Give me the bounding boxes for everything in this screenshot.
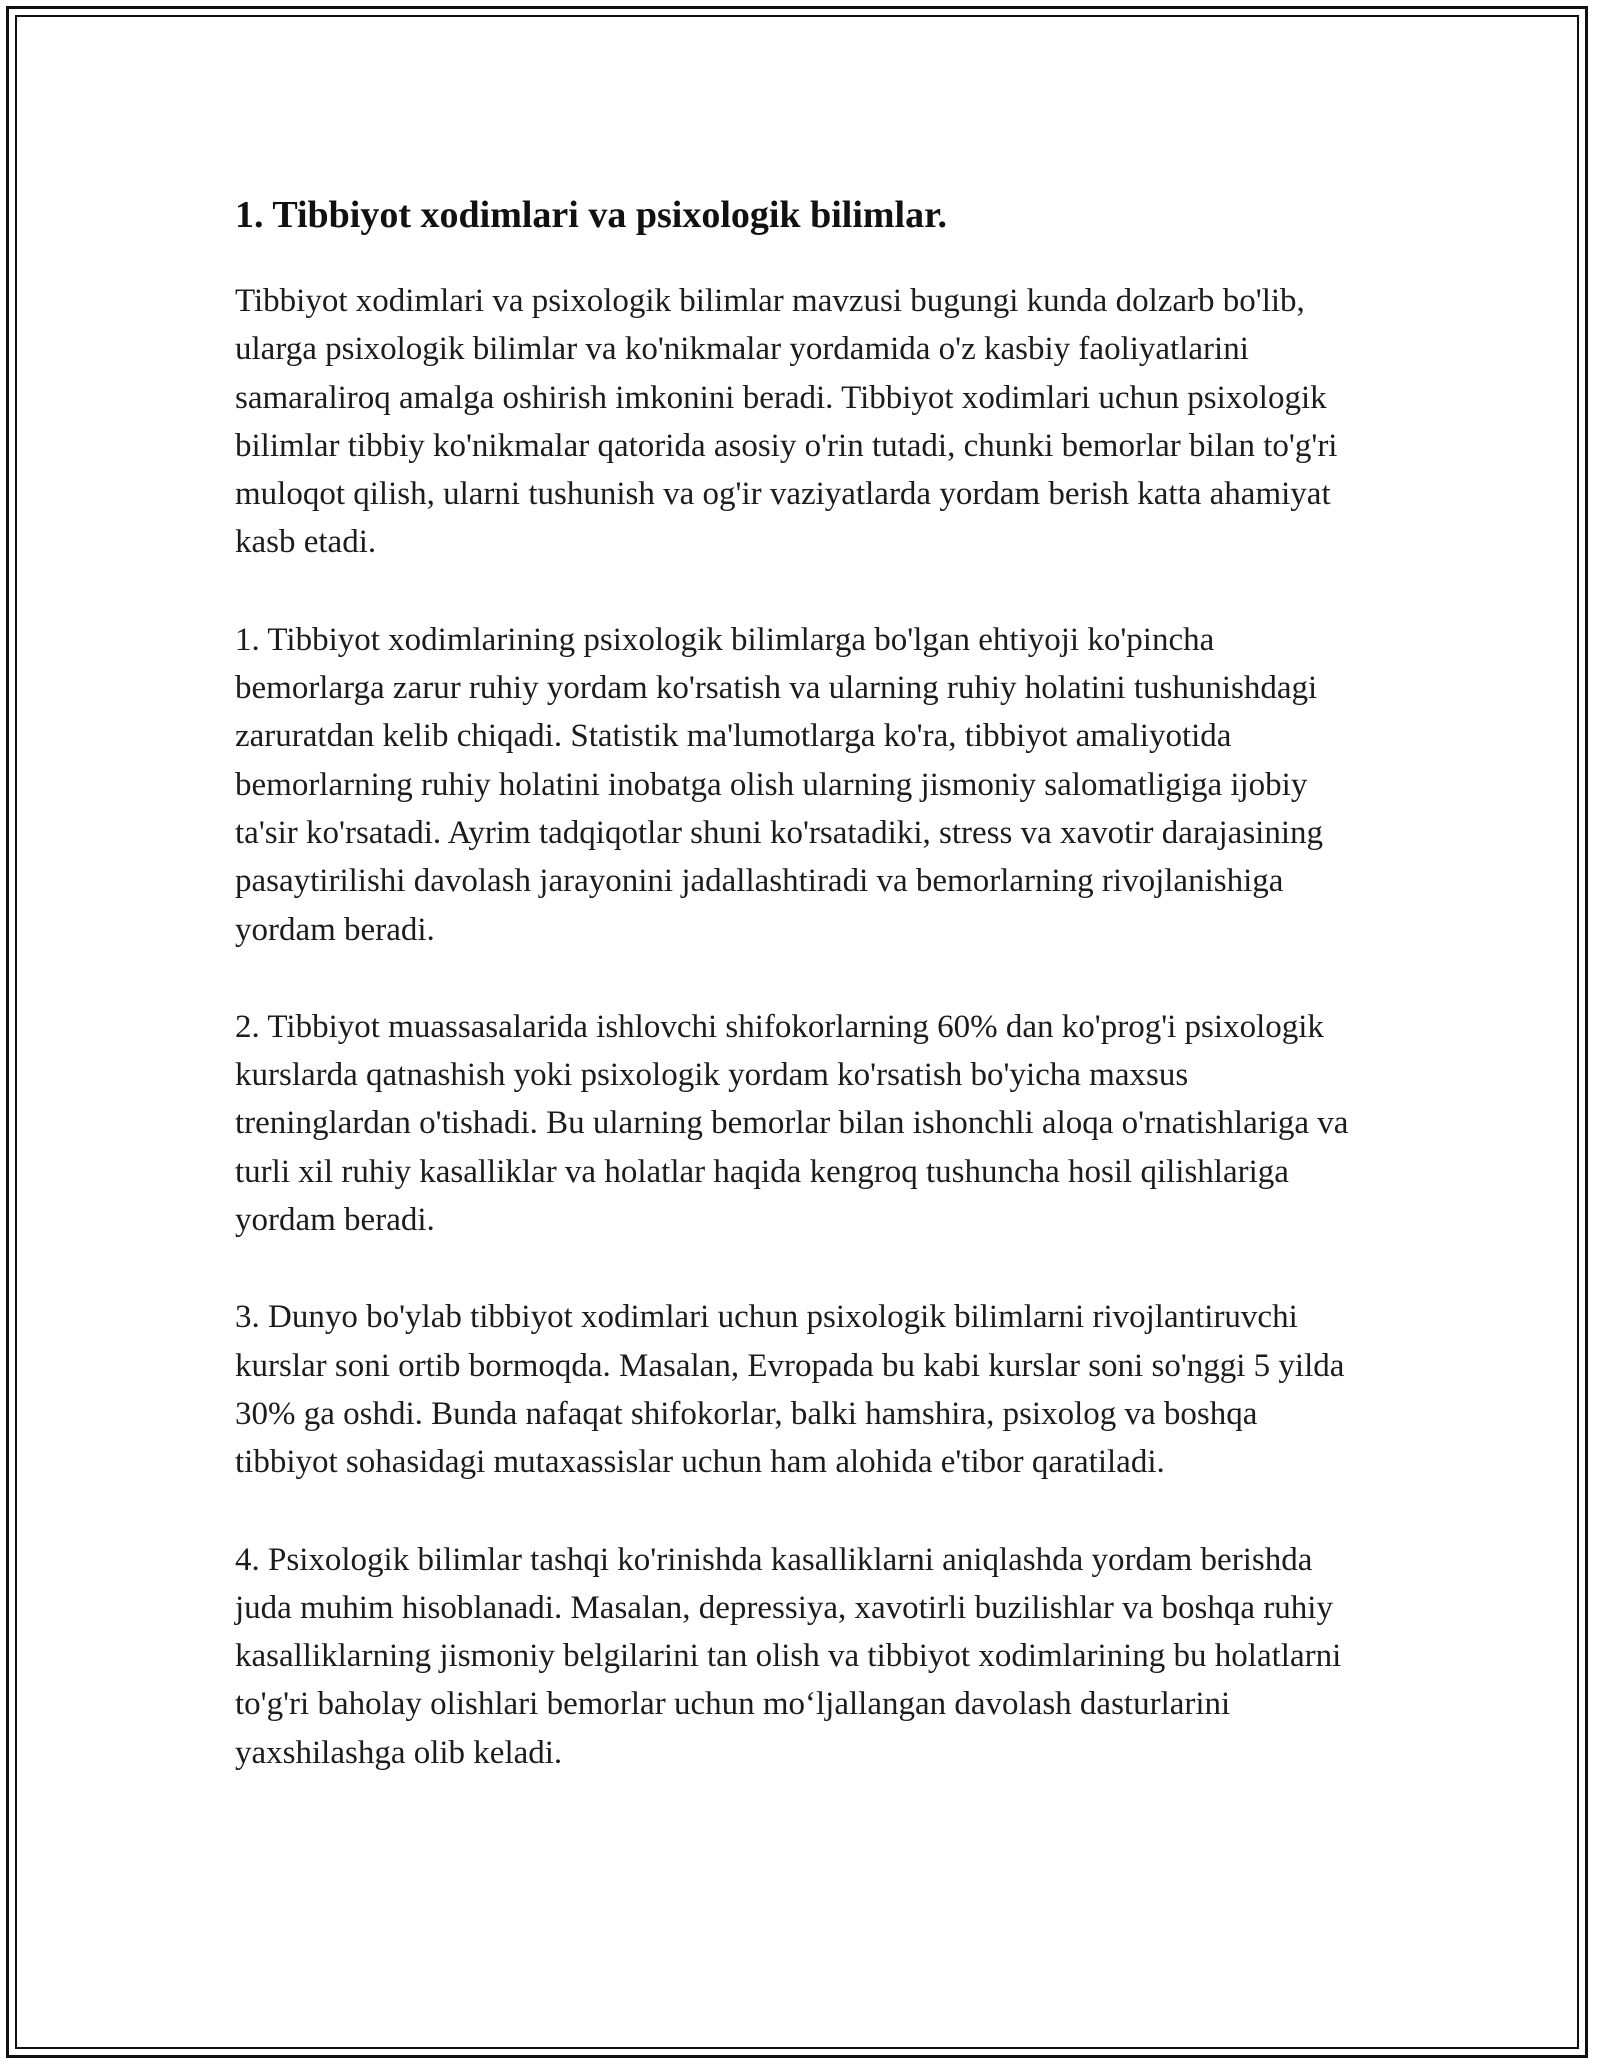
section-heading: 1. Tibbiyot xodimlari va psixologik bilimlar.: [235, 194, 947, 236]
paragraph-point-1: 1. Tibbiyot xodimlarining psixologik bilimlarga bo'lgan ehtiyoji ko'pincha bemorlarga zarur ruhiy yordam ko'rsatish va ularning ruhiy holatini tushunishdagi zaruratdan kelib chiqadi. Statistik ma'lumotlarga ko'ra, tibbiyot amaliyotida bemorlarning ruhiy holatini inobatga olish ularning jismoniy salomatligiga ijobiy ta'sir ko'rsatadi. Ayrim tadqiqotlar shuni ko'rsatadiki, stress va xavotir darajasining pasaytirilishi davolash jarayonini jadallashtiradi va bemorlarning rivojlanishiga yordam beradi.: [235, 621, 1324, 948]
paragraph-point-4: 4. Psixologik bilimlar tashqi ko'rinishda kasalliklarni aniqlashda yordam berishda juda muhim hisoblanadi. Masalan, depressiya, xavotirli buzilishlar va boshqa ruhiy kasalliklarning jismoniy belgilarini tan olish va tibbiyot xodimlarining bu holatlarni to'g'ri baholay olishlari bemorlar uchun mo‘ljallangan davolash dasturlarini yaxshilashga olib keladi.: [235, 1541, 1342, 1771]
paragraph-point-2: 2. Tibbiyot muassasalarida ishlovchi shifokorlarning 60% dan ko'prog'i psixologik kurslarda qatnashish yoki psixologik yordam ko'rsatish bo'yicha maxsus treninglardan o'tishadi. Bu ularning bemorlar bilan ishonchli aloqa o'rnatishlariga va turli xil ruhiy kasalliklar va holatlar haqida kengroq tushuncha hosil qilishlariga yordam beradi.: [235, 1008, 1349, 1239]
paragraph-point-3: 3. Dunyo bo'ylab tibbiyot xodimlari uchun psixologik bilimlarni rivojlantiruvchi kurslar soni ortib bormoqda. Masalan, Evropada bu kabi kurslar soni so'nggi 5 yilda 30% ga oshdi. Bunda nafaqat shifokorlar, balki hamshira, psixolog va boshqa tibbiyot sohasidagi mutaxassislar uchun ham alohida e'tibor qaratiladi.: [235, 1299, 1345, 1481]
intro-paragraph: Tibbiyot xodimlari va psixologik bilimlar mavzusi bugungi kunda dolzarb bo'lib, ularga psixologik bilimlar va ko'nikmalar yordamida o'z kasbiy faoliyatlarini samaraliroq amalga oshirish imkonini beradi. Tibbiyot xodimlari uchun psixologik bilimlar tibbiy ko'nikmalar qatorida asosiy o'rin tutadi, chunki bemorlar bilan to'g'ri muloqot qilish, ularni tushunish va og'ir vaziyatlarda yordam berish katta ahamiyat kasb etadi.: [235, 283, 1338, 561]
document-body: [235, 183, 1365, 1826]
